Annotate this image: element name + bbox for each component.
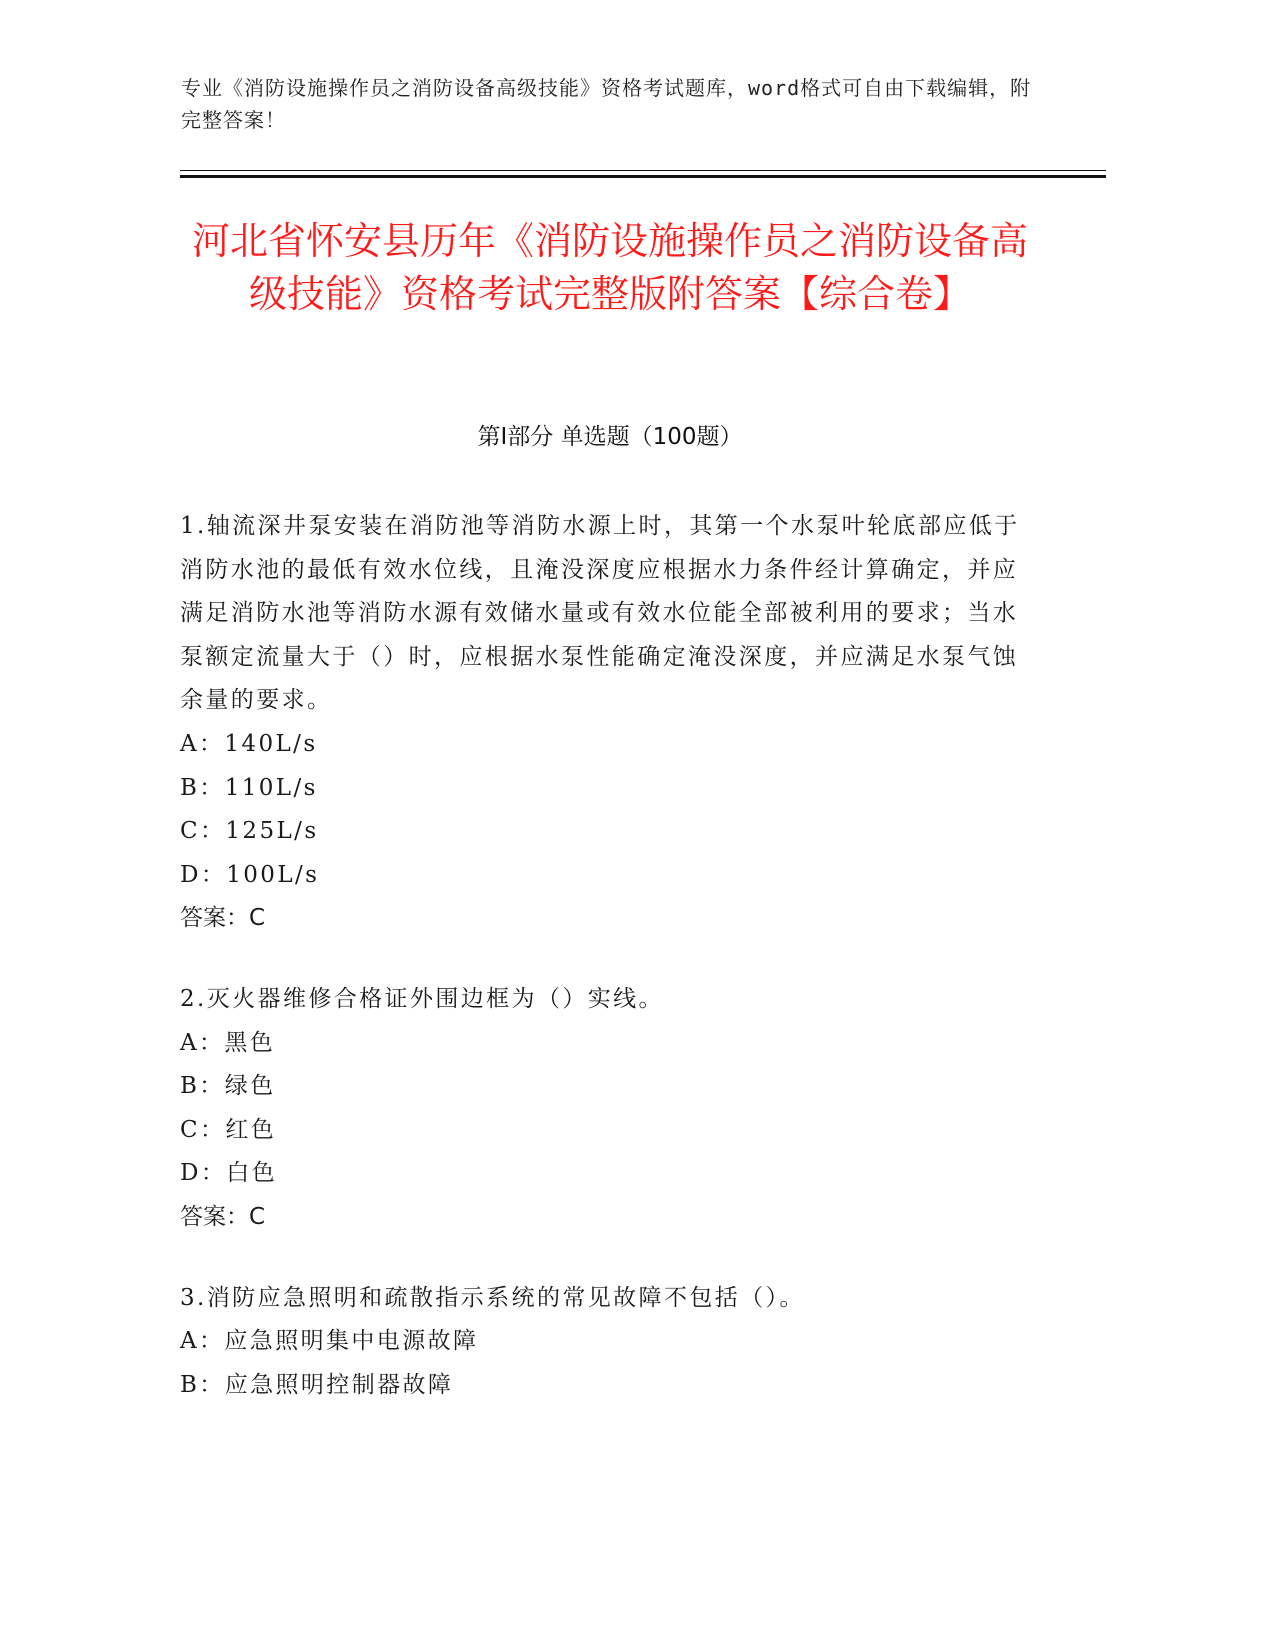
question-item (180, 505, 1025, 941)
option-c: C：红色 (180, 1116, 277, 1143)
option-a: A：140L/s (180, 730, 318, 757)
header-divider-thin (180, 170, 1106, 171)
question-item (180, 1277, 1025, 1408)
header-note: 专业《消防设施操作员之消防设备高级技能》资格考试题库，word格式可自由下载编辑，附完整答案！ (181, 76, 1032, 132)
option-a: A：黑色 (180, 1029, 276, 1056)
question-stem: 1.轴流深井泵安装在消防池等消防水源上时，其第一个水泵叶轮底部应低于消防水池的最低有效水位线，且淹没深度应根据水力条件经计算确定，并应满足消防水池等消防水源有效储水量或有效水位能全部被利用的要求；当水泵额定流量大于（）时，应根据水泵性能确定淹没深度，并应满足水泵气蚀余量的要求。 (180, 513, 1020, 714)
answer-line: 答案：C (180, 905, 266, 932)
answer-line: 答案：C (180, 1203, 266, 1230)
option-a: A：应急照明集中电源故障 (180, 1328, 479, 1355)
option-b: B：应急照明控制器故障 (180, 1371, 454, 1398)
question-stem: 2.灭火器维修合格证外围边框为（）实线。 (180, 985, 664, 1012)
question-list (180, 505, 1025, 1444)
option-c: C：125L/s (180, 818, 319, 845)
header-divider-thick (180, 175, 1106, 178)
question-stem: 3.消防应急照明和疏散指示系统的常见故障不包括（）。 (180, 1284, 805, 1311)
question-item (180, 978, 1025, 1240)
section-title: 第Ⅰ部分 单选题（100题） (477, 424, 743, 450)
option-d: D：白色 (180, 1160, 278, 1187)
document-title: 河北省怀安县历年《消防设施操作员之消防设备高级技能》资格考试完整版附答案【综合卷】 (191, 219, 1028, 316)
option-b: B：绿色 (180, 1073, 276, 1100)
option-d: D：100L/s (180, 861, 320, 888)
option-b: B：110L/s (180, 774, 318, 801)
